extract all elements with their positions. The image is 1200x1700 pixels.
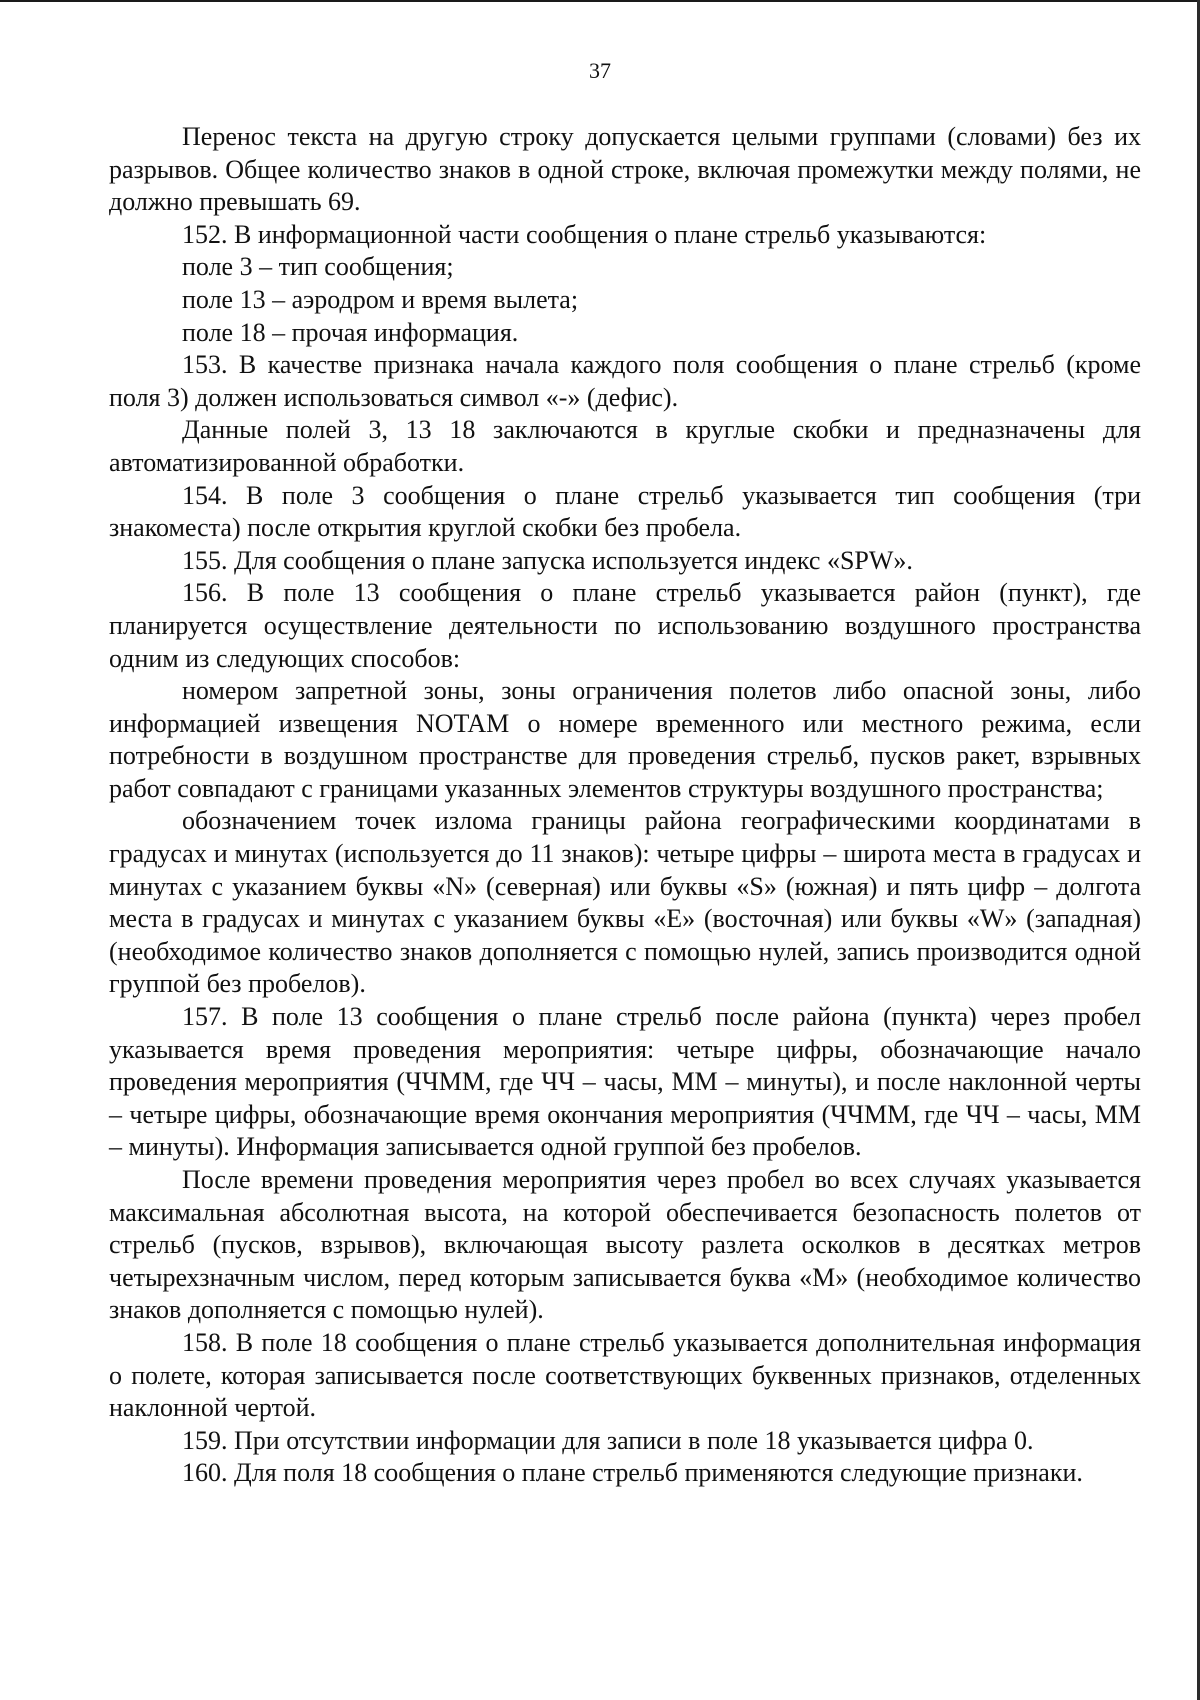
paragraph-160: 160. Для поля 18 сообщения о плане стрельб применяются следующие признаки. <box>182 1458 1083 1488</box>
page-number: 37 <box>589 58 611 83</box>
list-item-field-3: поле 3 – тип сообщения; <box>182 252 454 282</box>
paragraph-159: 159. При отсутствии информации для записи в поле 18 указывается цифра 0. <box>182 1425 1034 1455</box>
paragraph-152: 152. В информационной части сообщения о плане стрельб указываются: <box>182 219 987 249</box>
list-item-field-18: поле 18 – прочая информация. <box>182 317 519 347</box>
list-item-field-13: поле 13 – аэродром и время вылета; <box>182 284 579 314</box>
paragraph-line-wrap-rule: Перенос текста на другую строку допускается целыми группами (словами) без их разрывов. Общее количество знаков в одной строке, включая промежутки между полями, не должно превышать 69. <box>109 122 1141 217</box>
paragraph-156: 156. В поле 13 сообщения о плане стрельб указывается район (пункт), где планируется осуществление деятельности по использованию воздушного пространства одним из следующих способов: <box>109 578 1141 673</box>
paragraph-fields-data: Данные полей 3, 13 18 заключаются в круглые скобки и предназначены для автоматизированной обработки. <box>109 415 1141 477</box>
paragraph-156-method-coordinates: обозначением точек излома границы района географическими координатами в градусах и минутах (используется до 11 знаков): четыре цифры – широта места в градусах и минутах с указанием буквы «N» (северная) или буквы «S» (южная) и пять цифр – долгота места в градусах и минутах с указанием буквы «E» (восточная) или буквы «W» (западная) (необходимое количество знаков дополняется с помощью нулей, запись производится одной группой без пробелов). <box>109 806 1141 999</box>
paragraph-155: 155. Для сообщения о плане запуска используется индекс «SPW». <box>182 545 913 575</box>
paragraph-153: 153. В качестве признака начала каждого поля сообщения о плане стрельб (кроме поля 3) должен использоваться символ «-» (дефис). <box>109 350 1141 412</box>
body-text <box>109 121 1141 1490</box>
paragraph-157: 157. В поле 13 сообщения о плане стрельб после района (пункта) через пробел указывается время проведения мероприятия: четыре цифры, обозначающие начало проведения мероприятия (ЧЧММ, где ЧЧ – часы, ММ – минуты), и после наклонной черты – четыре цифры, обозначающие время окончания мероприятия (ЧЧММ, где ЧЧ – часы, ММ – минуты). Информация записывается одной группой без пробелов. <box>109 1002 1141 1162</box>
scan-edge-top <box>0 0 1200 2</box>
paragraph-158: 158. В поле 18 сообщения о плане стрельб указывается дополнительная информация о полете, которая записывается после соответствующих буквенных признаков, отделенных наклонной чертой. <box>109 1327 1141 1423</box>
paragraph-154: 154. В поле 3 сообщения о плане стрельб указывается тип сообщения (три знакоместа) после открытия круглой скобки без пробела. <box>109 480 1141 543</box>
paragraph-156-method-zone: номером запретной зоны, зоны ограничения полетов либо опасной зоны, либо информацией извещения NOTAM о номере временного или местного режима, если потребности в воздушном пространстве для проведения стрельб, пусков ракет, взрывных работ совпадают с границами указанных элементов структуры воздушного пространства; <box>109 676 1141 803</box>
paragraph-157-altitude: После времени проведения мероприятия через пробел во всех случаях указывается максимальная абсолютная высота, на которой обеспечивается безопасность полетов от стрельб (пусков, взрывов), включающая высоту разлета осколков в десятках метров четырехзначным числом, перед которым записывается буква «M» (необходимое количество знаков дополняется с помощью нулей). <box>109 1165 1141 1325</box>
